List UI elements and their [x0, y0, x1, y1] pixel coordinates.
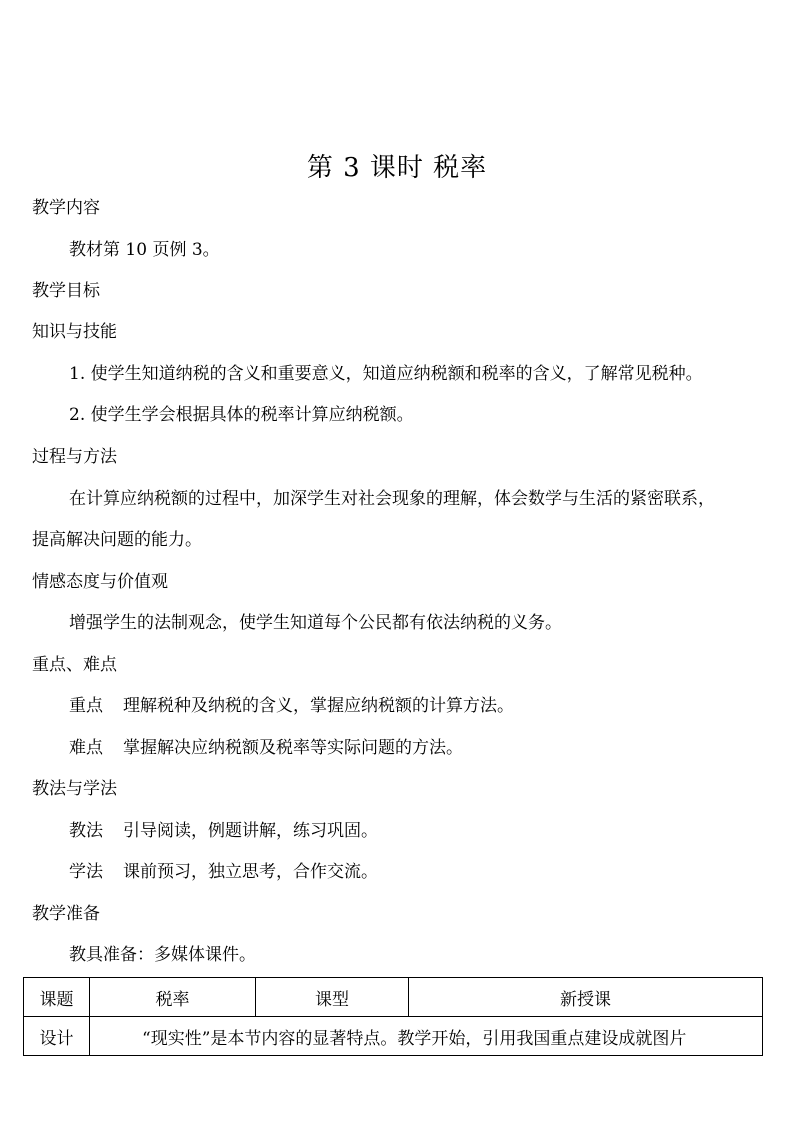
key-point-text: 理解税种及纳税的含义，掌握应纳税额的计算方法。 [123, 696, 514, 716]
key-point-label: 重点 [69, 696, 103, 716]
design-text-cell: “现实性”是本节内容的显著特点。教学开始，引用我国重点建设成就图片 [90, 1017, 763, 1056]
section-heading-attitude: 情感态度与价值观 [32, 572, 168, 592]
lesson-info-table [23, 977, 763, 1056]
section-heading-content: 教学内容 [32, 198, 100, 218]
preparation-text: 教具准备：多媒体课件。 [69, 945, 256, 965]
skills-item-1: 1. 使学生知道纳税的含义和重要意义，知道应纳税额和税率的含义，了解常见税种。 [69, 364, 703, 384]
key-point-line [69, 695, 514, 717]
page-title: 第 3 课时 税率 [306, 153, 488, 183]
learning-method-text: 课前预习，独立思考，合作交流。 [123, 862, 378, 882]
attitude-text: 增强学生的法制观念，使学生知道每个公民都有依法纳税的义务。 [69, 613, 562, 633]
type-label-cell: 课型 [256, 978, 409, 1017]
learning-method-line [69, 861, 378, 883]
topic-value-cell: 税率 [90, 978, 256, 1017]
type-value-cell: 新授课 [409, 978, 763, 1017]
process-text-line-2: 提高解决问题的能力。 [32, 530, 202, 550]
teaching-method-text: 引导阅读，例题讲解，练习巩固。 [123, 821, 378, 841]
section-heading-preparation: 教学准备 [32, 904, 100, 924]
learning-method-label: 学法 [69, 862, 103, 882]
difficulty-line [69, 737, 463, 759]
section-heading-methods: 教法与学法 [32, 779, 117, 799]
difficulty-text: 掌握解决应纳税额及税率等实际问题的方法。 [123, 738, 463, 758]
section-heading-process: 过程与方法 [32, 447, 117, 467]
design-label-cell: 设计 [24, 1017, 90, 1056]
section-heading-skills: 知识与技能 [32, 322, 117, 342]
teaching-method-line [69, 820, 378, 842]
table-row [24, 978, 763, 1017]
content-text: 教材第 10 页例 3。 [69, 240, 220, 260]
table-row [24, 1017, 763, 1056]
process-text-line-1: 在计算应纳税额的过程中，加深学生对社会现象的理解，体会数学与生活的紧密联系， [69, 489, 715, 509]
topic-label-cell: 课题 [24, 978, 90, 1017]
difficulty-label: 难点 [69, 738, 103, 758]
section-heading-objectives: 教学目标 [32, 281, 100, 301]
section-heading-key-points: 重点、难点 [32, 655, 117, 675]
teaching-method-label: 教法 [69, 821, 103, 841]
skills-item-2: 2. 使学生学会根据具体的税率计算应纳税额。 [69, 405, 414, 425]
